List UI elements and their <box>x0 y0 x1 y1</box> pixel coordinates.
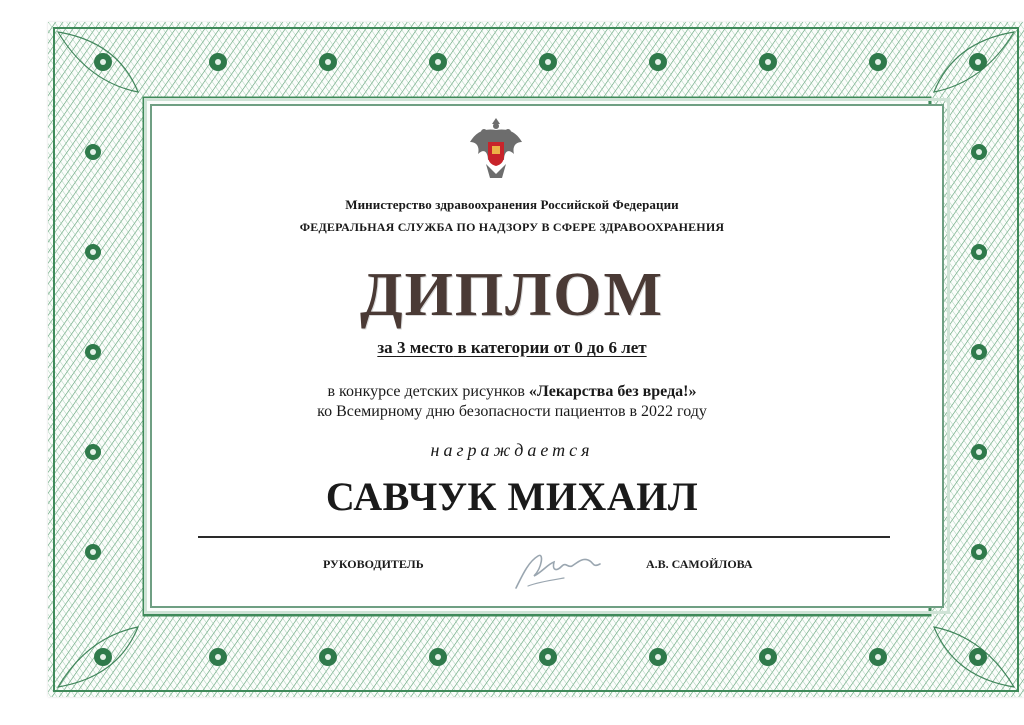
place-number: 3 место <box>396 338 454 357</box>
place-category: в категории от 0 до 6 лет <box>453 338 647 357</box>
document-title: ДИПЛОМ <box>359 261 665 329</box>
ministry-name: Министерство здравоохранения Российской Федерации <box>345 197 679 212</box>
place-line <box>0 338 1024 358</box>
awarded-label: награждается <box>430 440 594 460</box>
double-headed-eagle-emblem-icon <box>466 112 526 190</box>
signatory-role: РУКОВОДИТЕЛЬ <box>323 557 424 571</box>
signatory-name: А.В. САМОЙЛОВА <box>646 557 753 571</box>
agency-name: ФЕДЕРАЛЬНАЯ СЛУЖБА ПО НАДЗОРУ В СФЕРЕ ЗДРАВООХРАНЕНИЯ <box>299 220 725 234</box>
contest-occasion: ко Всемирному дню безопасности пациентов в 2022 году <box>317 403 707 420</box>
recipient-name: САВЧУК МИХАИЛ <box>325 474 699 519</box>
contest-intro: в конкурсе детских рисунков <box>327 383 529 400</box>
place-prefix: за <box>377 338 397 357</box>
handwritten-signature-icon <box>508 542 608 594</box>
contest-description <box>0 382 1024 422</box>
signature-rule <box>198 536 890 538</box>
contest-name: «Лекарства без вреда!» <box>528 383 697 400</box>
diploma-sheet <box>48 22 1024 697</box>
